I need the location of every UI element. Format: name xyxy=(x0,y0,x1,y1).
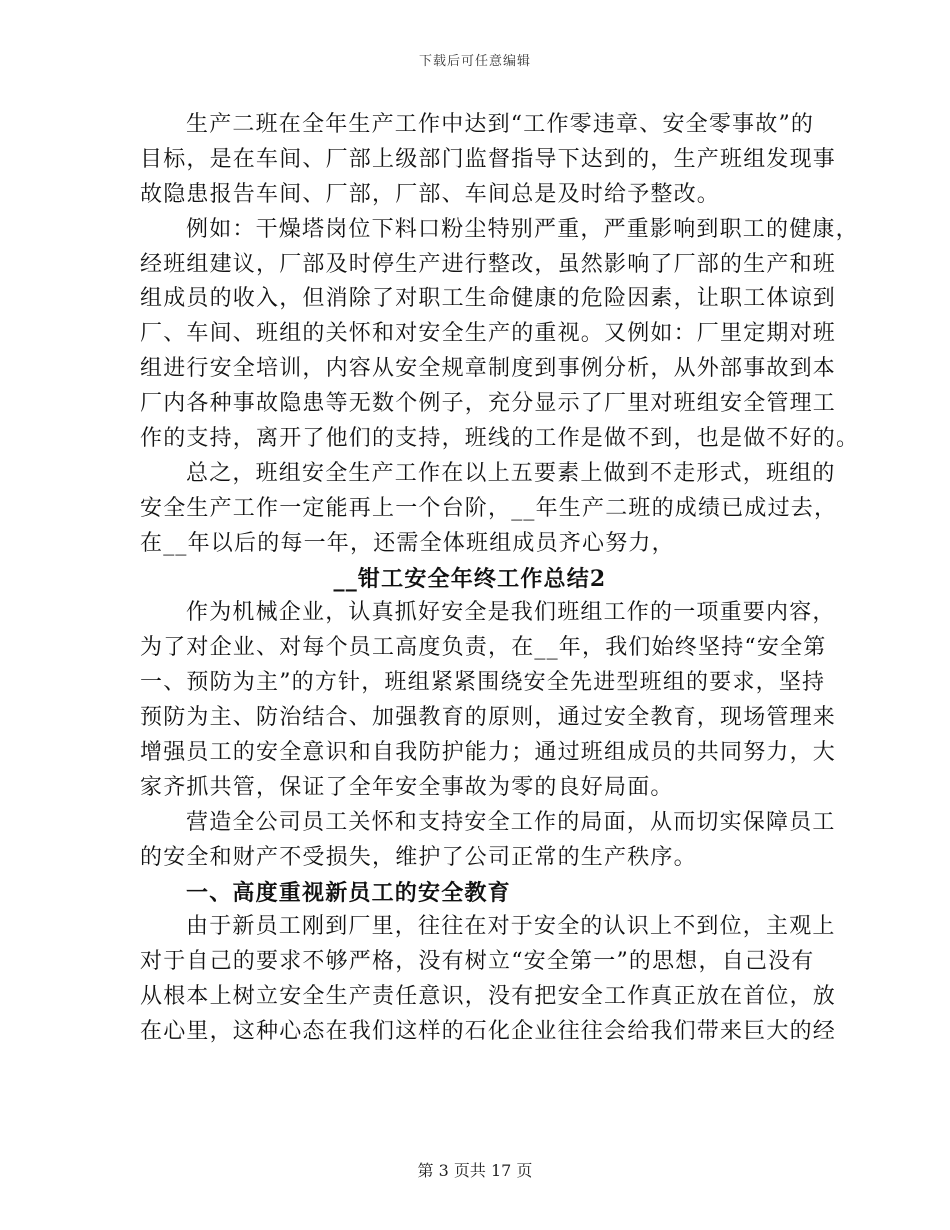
paragraph-line: 为了对企业、对每个员工高度负责，在__年，我们始终坚持“安全第 xyxy=(140,635,827,661)
paragraph-line: 组进行安全培训，内容从安全规章制度到事例分析，从外部事故到本 xyxy=(140,356,837,382)
subsection-heading: 一、高度重视新员工的安全教育 xyxy=(186,879,511,906)
paragraph-line: 由于新员工刚到厂里，往往在对于安全的认识上不到位，主观上 xyxy=(186,914,836,940)
paragraph-line: 作的支持，离开了他们的支持，班线的工作是做不到，也是做不好的。 xyxy=(140,426,860,452)
document-body xyxy=(140,108,860,1050)
paragraph-line: 例如：干燥塔岗位下料口粉尘特别严重，严重影响到职工的健康， xyxy=(186,216,859,242)
paragraph-line: 组成员的收入，但消除了对职工生命健康的危险因素，让职工体谅到 xyxy=(140,286,837,312)
paragraph-line: 作为机械企业，认真抓好安全是我们班组工作的一项重要内容， xyxy=(186,600,836,626)
paragraph-line: 预防为主、防治结合、加强教育的原则，通过安全教育，现场管理来 xyxy=(140,705,837,731)
paragraph-line: 营造全公司员工关怀和支持安全工作的局面，从而切实保障员工 xyxy=(186,809,836,835)
paragraph-line: 厂、车间、班组的关怀和对安全生产的重视。又例如：厂里定期对班 xyxy=(140,321,837,347)
paragraph-line: 的安全和财产不受损失，维护了公司正常的生产秩序。 xyxy=(140,844,697,870)
paragraph-line: 在__年以后的每一年，还需全体班组成员齐心努力， xyxy=(140,530,675,556)
paragraph-line: 从根本上树立安全生产责任意识，没有把安全工作真正放在首位，放 xyxy=(140,984,837,1010)
paragraph-line: 故隐患报告车间、厂部，厂部、车间总是及时给予整改。 xyxy=(140,181,721,207)
paragraph-line: 安全生产工作一定能再上一个台阶，__年生产二班的成绩已成过去， xyxy=(140,495,838,521)
header-note: 下载后可任意编辑 xyxy=(418,54,531,69)
paragraph-line: 总之，班组安全生产工作在以上五要素上做到不走形式，班组的 xyxy=(186,460,836,486)
paragraph-line: 在心里，这种心态在我们这样的石化企业往往会给我们带来巨大的经 xyxy=(140,1019,837,1045)
page-number: 第 3 页共 17 页 xyxy=(417,1161,533,1180)
paragraph-line: 生产二班在全年生产工作中达到“工作零违章、安全零事故”的 xyxy=(186,112,815,137)
paragraph-line: 一、预防为主”的方针，班组紧紧围绕安全先进型班组的要求，坚持 xyxy=(140,670,826,696)
paragraph-line: 增强员工的安全意识和自我防护能力；通过班组成员的共同努力，大 xyxy=(140,740,837,766)
paragraph-line: 对于自己的要求不够严格，没有树立“安全第一”的思想，自己没有 xyxy=(140,949,815,975)
section-title: __钳工安全年终工作总结2 xyxy=(333,565,607,592)
paragraph-line: 经班组建议，厂部及时停生产进行整改，虽然影响了厂部的生产和班 xyxy=(140,251,837,277)
paragraph-line: 厂内各种事故隐患等无数个例子，充分显示了厂里对班组安全管理工 xyxy=(140,391,837,417)
paragraph-line: 目标，是在车间、厂部上级部门监督指导下达到的，生产班组发现事 xyxy=(140,146,837,172)
paragraph-line: 家齐抓共管，保证了全年安全事故为零的良好局面。 xyxy=(140,774,674,800)
